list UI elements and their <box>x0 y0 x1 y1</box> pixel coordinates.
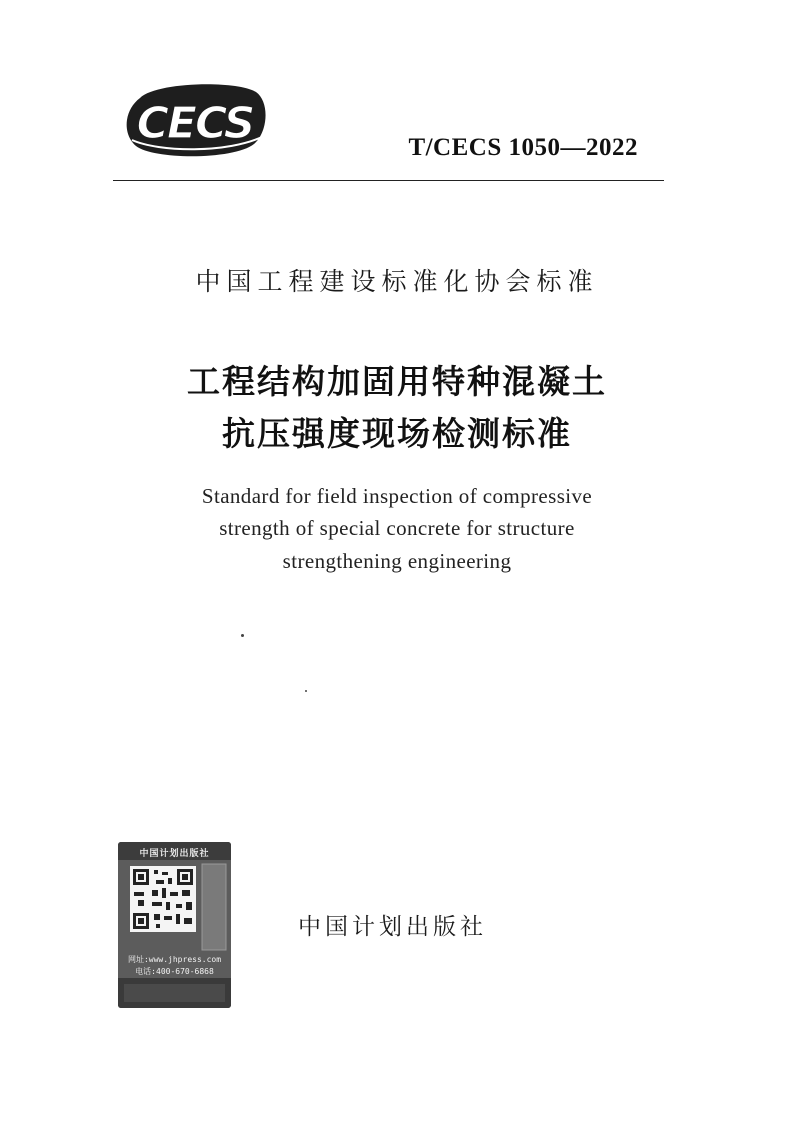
standard-number: T/CECS 1050—2022 <box>408 134 638 161</box>
scan-speck <box>241 634 244 637</box>
scan-speck <box>305 690 307 692</box>
label-url: 网址:www.jhpress.com <box>127 955 222 964</box>
title-en-line-1: Standard for field inspection of compressive <box>201 484 593 508</box>
cecs-logo <box>118 78 272 162</box>
svg-text:CECS: CECS <box>136 98 254 149</box>
title-en-line-2: strength of special concrete for structure <box>219 516 575 540</box>
title-en-line-3: strengthening engineering <box>282 549 512 573</box>
association-name: 中国工程建设标准化协会标准 <box>195 267 599 296</box>
anti-counterfeit-label <box>118 842 231 1008</box>
title-cn-line-2: 抗压强度现场检测标准 <box>222 414 572 453</box>
publisher-name: 中国计划出版社 <box>298 914 487 940</box>
title-cn-line-1: 工程结构加固用特种混凝土 <box>187 362 607 401</box>
label-issuer: 中国计划出版社 <box>139 849 210 859</box>
label-phone: 电话:400-670-6868 <box>135 967 214 976</box>
header-divider <box>113 180 664 181</box>
